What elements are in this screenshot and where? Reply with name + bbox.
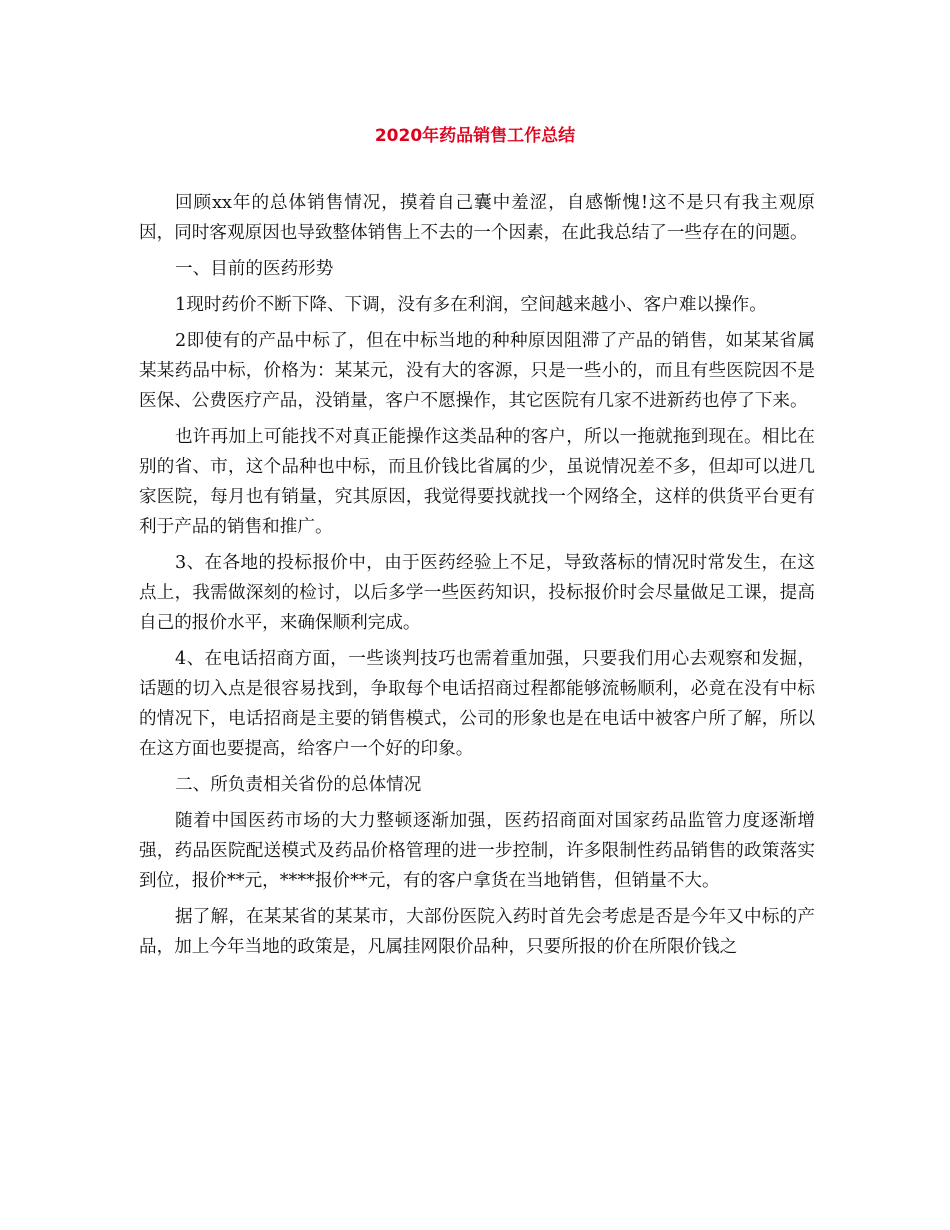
- section-heading-1: 一、目前的医药形势: [175, 259, 334, 279]
- paragraph-local: 据了解，在某某省的某某市，大部份医院入药时首先会考虑是否是今年又中标的产品，加上今年当地的政策是，凡属挂网限价品种，只要所报的价在所限价钱之: [139, 907, 815, 957]
- paragraph-item-3: 3、在各地的投标报价中，由于医药经验上不足，导致落标的情况时常发生，在这点上，我需做深刻的检讨，以后多学一些医药知识，投标报价时会尽量做足工课，提高自己的报价水平，来确保顺利完成。: [139, 553, 815, 633]
- document-body: [139, 188, 815, 968]
- paragraph-market: 随着中国医药市场的大力整顿逐渐加强，医药招商面对国家药品监管力度逐渐增强，药品医院配送模式及药品价格管理的进一步控制，许多限制性药品销售的政策落实到位，报价**元，****报价**元，有的客户拿货在当地销售，但销量不大。: [139, 811, 815, 891]
- paragraph-item-4: 4、在电话招商方面，一些谈判技巧也需着重加强，只要我们用心去观察和发掘，话题的切入点是很容易找到，争取每个电话招商过程都能够流畅顺利，必竟在没有中标的情况下，电话招商是主要的销售模式，公司的形象也是在电话中被客户所了解，所以在这方面也要提高，给客户一个好的印象。: [139, 649, 815, 759]
- paragraph-item-2: 2即使有的产品中标了，但在中标当地的种种原因阻滞了产品的销售，如某某省属某某药品中标，价格为：某某元，没有大的客源，只是一些小的，而且有些医院因不是医保、公费医疗产品，没销量，客户不愿操作，其它医院有几家不进新药也停了下来。: [139, 331, 815, 411]
- paragraph-item-1: 1现时药价不断下降、下调，没有多在利润，空间越来越小、客户难以操作。: [175, 295, 767, 315]
- section-heading-2: 二、所负责相关省份的总体情况: [175, 775, 422, 795]
- paragraph-intro: 回顾xx年的总体销售情况，摸着自己囊中羞涩，自感惭愧!这不是只有我主观原因，同时客观原因也导致整体销售上不去的一个因素，在此我总结了一些存在的问题。: [139, 193, 815, 243]
- paragraph-continuation: 也许再加上可能找不对真正能操作这类品种的客户，所以一拖就拖到现在。相比在别的省、市，这个品种也中标，而且价钱比省属的少，虽说情况差不多，但却可以进几家医院，每月也有销量，究其原因，我觉得要找就找一个网络全，这样的供货平台更有利于产品的销售和推广。: [139, 427, 815, 537]
- document-title: 2020年药品销售工作总结: [374, 126, 576, 146]
